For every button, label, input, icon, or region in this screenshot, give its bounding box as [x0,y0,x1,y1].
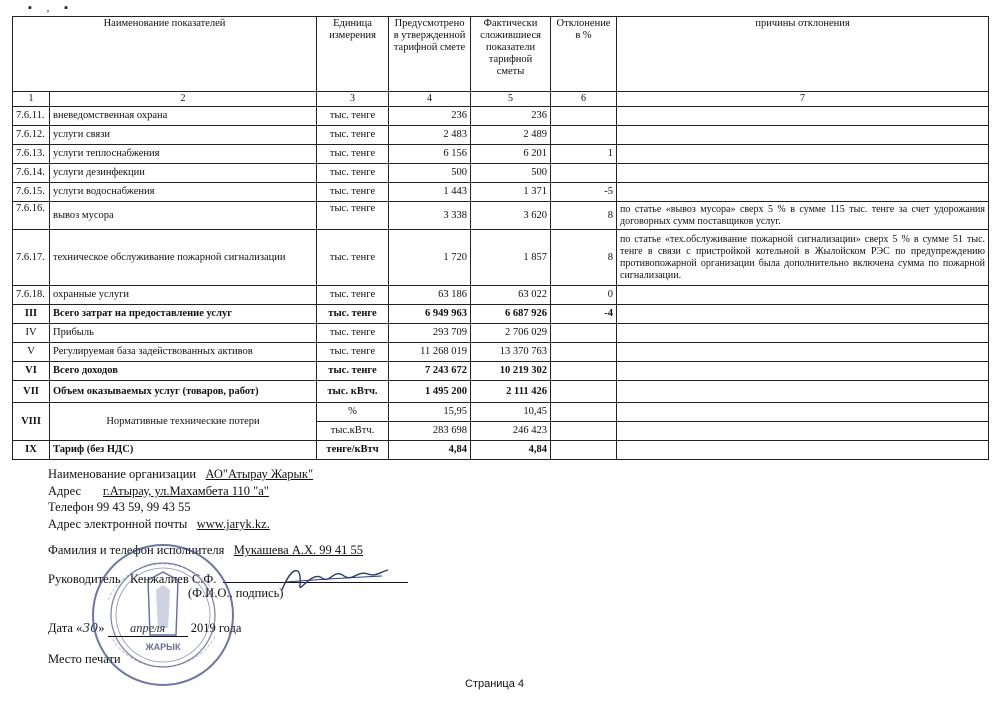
row-deviation [551,362,617,381]
org-line [48,467,313,482]
address-label: Адрес [48,484,82,498]
row-code: VII [13,381,50,403]
row-planned: 283 698 [389,422,471,441]
org-value: АО"Атырау Жарык" [205,467,314,481]
row-deviation: 0 [551,286,617,305]
row-deviation [551,441,617,460]
row-planned: 293 709 [389,324,471,343]
row-name: услуги водоснабжения [50,183,317,202]
row-name: вывоз мусора [50,202,317,230]
row-reason [617,381,989,403]
row-unit: тыс. тенге [317,145,389,164]
table-row [13,183,989,202]
col-number: 7 [617,92,989,107]
row-unit: тенге/кВтч [317,441,389,460]
table-row [13,145,989,164]
row-actual: 10,45 [471,403,551,422]
row-actual: 1 371 [471,183,551,202]
row-actual: 2 706 029 [471,324,551,343]
signature-mark [272,560,392,600]
row-actual: 500 [471,164,551,183]
row-code: VI [13,362,50,381]
row-unit: тыс. тенге [317,126,389,145]
head-label: Руководитель [48,572,121,586]
row-reason: по статье «тех.обслуживание пожарной сигнализации» сверх 5 % в сумме 51 тыс. тенге в связи с пристройкой котельной в Жылойском РЭС по предупреждению противопожарной организации была дополнительно включена сумма по пожарной сигнализации. [617,230,989,286]
table-row [13,343,989,362]
row-reason [617,362,989,381]
table-row [13,305,989,324]
table-row [13,164,989,183]
executor-label: Фамилия и телефон исполнителя [48,543,225,557]
row-code: 7.6.16. [13,202,50,230]
tariff-report-table [12,16,989,460]
row-name: Тариф (без НДС) [50,441,317,460]
table-row [13,126,989,145]
row-reason [617,126,989,145]
row-planned: 4,84 [389,441,471,460]
row-actual: 246 423 [471,422,551,441]
row-actual: 1 857 [471,230,551,286]
row-reason [617,441,989,460]
row-name: Всего доходов [50,362,317,381]
row-name: услуги связи [50,126,317,145]
table-row [13,324,989,343]
row-deviation [551,403,617,422]
row-actual: 13 370 763 [471,343,551,362]
row-reason [617,183,989,202]
row-deviation [551,324,617,343]
table-row [13,441,989,460]
col-number: 1 [13,92,50,107]
row-unit: тыс. тенге [317,362,389,381]
table-row [13,107,989,126]
row-deviation [551,343,617,362]
row-unit: тыс. тенге [317,343,389,362]
address-value: г.Атырау, ул.Махамбета 110 "а" [102,484,269,498]
row-reason [617,403,989,422]
row-unit: тыс. тенге [317,230,389,286]
row-actual: 63 022 [471,286,551,305]
row-deviation: -5 [551,183,617,202]
row-unit: тыс. тенге [317,286,389,305]
row-actual: 10 219 302 [471,362,551,381]
row-planned: 1 495 200 [389,381,471,403]
row-actual: 6 687 926 [471,305,551,324]
row-code: 7.6.12. [13,126,50,145]
table-row [13,230,989,286]
row-actual: 2 489 [471,126,551,145]
row-planned: 11 268 019 [389,343,471,362]
row-actual: 236 [471,107,551,126]
row-name: охранные услуги [50,286,317,305]
row-code: IX [13,441,50,460]
scan-marks: ▪ , ▪ [28,2,75,14]
row-planned: 500 [389,164,471,183]
org-label: Наименование организации [48,467,197,481]
row-planned: 1 443 [389,183,471,202]
row-reason [617,164,989,183]
row-actual: 6 201 [471,145,551,164]
table-row [13,362,989,381]
row-reason [617,324,989,343]
row-unit: тыс. тенге [317,107,389,126]
col-number: 5 [471,92,551,107]
table-row [13,381,989,403]
row-deviation [551,164,617,183]
row-name: услуги теплоснабжения [50,145,317,164]
row-code: 7.6.17. [13,230,50,286]
row-reason: по статье «вывоз мусора» сверх 5 % в сумме 115 тыс. тенге за счет удорожания договорных сумм поставщиков услуг. [617,202,989,230]
address-line [48,484,269,499]
email-label: Адрес электронной почты [48,517,188,531]
column-number-row [13,92,989,107]
row-code: 7.6.15. [13,183,50,202]
date-prefix: Дата « [48,621,83,635]
row-actual: 3 620 [471,202,551,230]
col-number: 6 [551,92,617,107]
row-deviation: -4 [551,305,617,324]
row-unit: тыс. тенге [317,305,389,324]
row-reason [617,145,989,164]
head-value: Кенжалиев С.Ф. [129,572,217,586]
col-number: 3 [317,92,389,107]
email-value: www.jaryk.kz. [196,517,270,531]
page-number: Страница 4 [465,678,525,690]
row-reason [617,107,989,126]
sign-caption: (Ф.И.О., подпись) [188,586,284,600]
row-code: III [13,305,50,324]
row-unit: % [317,403,389,422]
email-line [48,517,270,532]
header-unit: Единица измерения [317,17,389,92]
date-mid: » [98,621,105,635]
row-planned: 236 [389,107,471,126]
row-reason [617,343,989,362]
table-row [13,403,989,422]
row-deviation: 1 [551,145,617,164]
table-row [13,286,989,305]
row-actual: 4,84 [471,441,551,460]
company-seal [88,540,238,690]
row-name: Нормативные технические потери [50,403,317,441]
row-code: IV [13,324,50,343]
header-reasons: причины отклонения [617,17,989,92]
row-unit: тыс. тенге [317,183,389,202]
row-planned: 7 243 672 [389,362,471,381]
row-code: 7.6.11. [13,107,50,126]
row-planned: 63 186 [389,286,471,305]
row-unit: тыс. тенге [317,324,389,343]
row-unit: тыс. кВтч. [317,381,389,403]
header-actual: Фактически сложившиеся показатели тарифной сметы [471,17,551,92]
row-name: Объем оказываемых услуг (товаров, работ) [50,381,317,403]
date-day: 30 [82,620,99,635]
row-planned: 6 156 [389,145,471,164]
row-deviation [551,381,617,403]
row-planned: 15,95 [389,403,471,422]
row-name: вневедомственная охрана [50,107,317,126]
header-indicator-name: Наименование показателей [13,17,317,92]
row-deviation [551,107,617,126]
row-reason [617,286,989,305]
row-code: 7.6.18. [13,286,50,305]
row-unit: тыс. тенге [317,164,389,183]
header-planned: Предусмотрено в утвержденной тарифной смете [389,17,471,92]
row-actual: 2 111 426 [471,381,551,403]
executor-value: Мукашева А.Х. 99 41 55 [233,543,364,557]
seal-text: ЖАРЫК [145,642,181,652]
row-code: VIII [13,403,50,441]
row-planned: 6 949 963 [389,305,471,324]
row-code: V [13,343,50,362]
row-reason [617,422,989,441]
row-planned: 1 720 [389,230,471,286]
row-planned: 3 338 [389,202,471,230]
header-deviation: Отклонение в % [551,17,617,92]
row-code: 7.6.13. [13,145,50,164]
stamp-label: Место печати [48,652,121,666]
header-row [13,17,989,92]
row-code: 7.6.14. [13,164,50,183]
table-row [13,202,989,230]
col-number: 4 [389,92,471,107]
date-suffix: 2019 года [190,621,242,635]
row-name: техническое обслуживание пожарной сигнализации [50,230,317,286]
row-name: Прибыль [50,324,317,343]
date-month: апреля [108,621,188,637]
col-number: 2 [50,92,317,107]
row-name: Всего затрат на предоставление услуг [50,305,317,324]
row-planned: 2 483 [389,126,471,145]
row-reason [617,305,989,324]
row-deviation: 8 [551,202,617,230]
row-deviation [551,126,617,145]
phone-line: Телефон 99 43 59, 99 43 55 [48,500,191,514]
row-name: услуги дезинфекции [50,164,317,183]
row-unit: тыс. тенге [317,202,389,230]
row-unit: тыс.кВтч. [317,422,389,441]
row-deviation: 8 [551,230,617,286]
row-deviation [551,422,617,441]
row-name: Регулируемая база задействованных активов [50,343,317,362]
